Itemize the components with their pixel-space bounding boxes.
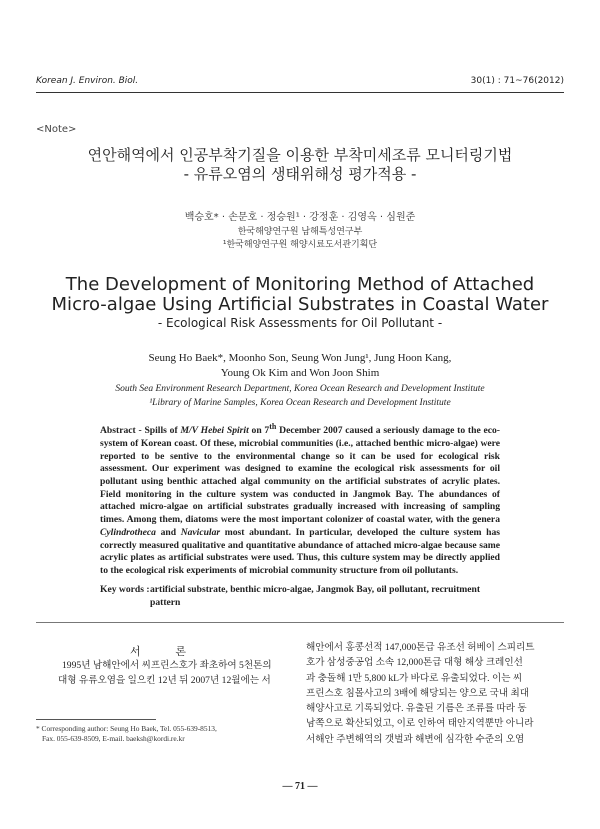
body-line: 해안에서 홍콩선적 147,000톤급 유조선 허베이 스피리트 (306, 642, 535, 653)
section-divider (36, 622, 564, 623)
abstract-label: Abstract (100, 425, 136, 437)
body-line: 프린스호 침몰사고의 3배에 해당되는 양으로 국내 최대 (306, 687, 530, 699)
running-header (36, 76, 564, 93)
abstract-text: on 7 (248, 425, 270, 437)
keywords (100, 584, 500, 609)
footnote-rule (36, 719, 156, 720)
english-title-line2: Micro-algae Using Artificial Substrates in Coastal Water (51, 294, 549, 315)
body-line: 해양사고로 기록되었다. 유출된 기름은 조류를 따라 동 (306, 703, 527, 715)
korean-affiliation-1: 한국해양연구원 남해특성연구부 (237, 227, 363, 237)
abstract-text: most abundant. In particular, developed the culture system has correctly measured qualitative and quantitative abundance of attached micro-algae because same acrylic plates as artificial substrates were used. Thus, this culture system may be directly applied to the ecological risk experiments of microbial community structure from oil pollutants. (100, 526, 501, 576)
footnote-line: * Corresponding author: Seung Ho Baek, Tel. 055-639-8513, (36, 724, 217, 733)
section-heading: 서 론 (129, 646, 202, 658)
body-line: 1995년 남해안에서 씨프린스호가 좌초하여 5천톤의 (62, 660, 272, 671)
footnote (36, 724, 296, 744)
body-line: 남쪽으로 확산되었고, 이로 인하여 태안지역뿐만 아니라 (306, 718, 534, 730)
abstract-text: December 2007 caused a seriously damage to the eco-system of Korean coast. Of these, microbial communities (i.e., attached benthic micro-algae) were reported to be sentive to the environmental change so it can be used for ecological risk assessment. Our experiment was designed to examine the ecological risk assessments for oil pollutant using benthic attached algal community on the artificial substrates of acrylic plates. Field monitoring in the culture system was conducted in Jangmok Bay. The abundances of attached micro-algae on artificial substrates gradually increased with increasing of sampling times. Among them, diatoms were the most important colonizer of coastal water, with the genera (100, 425, 500, 526)
english-title-line1: The Development of Monitoring Method of Attached (65, 274, 535, 295)
keywords-label: Key words : (100, 584, 150, 595)
abstract-text: and (155, 526, 181, 538)
keywords-value: artificial substrate, benthic micro-algae, Jangmok Bay, oil pollutant, recruitment pattern (150, 584, 481, 608)
korean-title-line1: 연안해역에서 인공부착기질을 이용한 부착미세조류 모니터링기법 (87, 146, 513, 164)
genus-name: Cylindrotheca (100, 526, 156, 538)
page-number: — 71 — (282, 781, 318, 792)
abstract-text: - Spills of (135, 425, 181, 437)
english-authors-line1: Seung Ho Baek*, Moonho Son, Seung Won Jung¹, Jung Hoon Kang, (148, 352, 452, 364)
body-line: 호가 삼성중공업 소속 12,000톤급 대형 해상 크레인선 (306, 657, 523, 669)
body-line: 서해안 주변해역의 갯벌과 해변에 심각한 수준의 오염 (306, 733, 525, 745)
note-label: <Note> (36, 124, 77, 135)
body-line: 대형 유류오염을 일으킨 12년 뒤 2007년 12월에는 서 (58, 675, 271, 686)
right-column-text (306, 640, 564, 747)
volume-info: 30(1) : 71~76(2012) (470, 76, 564, 86)
body-line: 과 충돌해 1만 5,800 kL가 바다로 유출되었다. 이는 씨 (306, 672, 523, 684)
footnote-line: Fax. 055-639-8509, E-mail. baeksh@kordi.re.kr (42, 734, 185, 743)
english-affiliation-2: ¹Library of Marine Samples, Korea Ocean Research and Development Institute (149, 398, 451, 408)
english-affiliation-1: South Sea Environment Research Department, Korea Ocean Research and Development Institute (115, 384, 485, 394)
korean-authors: 백승호* · 손문호 · 정승원¹ · 강정훈 · 김영옥 · 심원준 (184, 212, 416, 223)
superscript: th (269, 422, 277, 431)
left-column-text (58, 658, 296, 688)
english-authors-line2: Young Ok Kim and Won Joon Shim (220, 367, 380, 379)
abstract (100, 421, 500, 578)
english-subtitle: - Ecological Risk Assessments for Oil Pollutant - (157, 316, 443, 330)
ship-name: M/V Hebei Spirit (180, 425, 249, 437)
journal-name: Korean J. Environ. Biol. (36, 76, 139, 86)
korean-affiliation-2: ¹한국해양연구원 해양시료도서관기획단 (222, 240, 378, 250)
genus-name: Navicular (180, 526, 221, 538)
korean-title-line2: - 유류오염의 생태위해성 평가적용 - (183, 165, 417, 183)
